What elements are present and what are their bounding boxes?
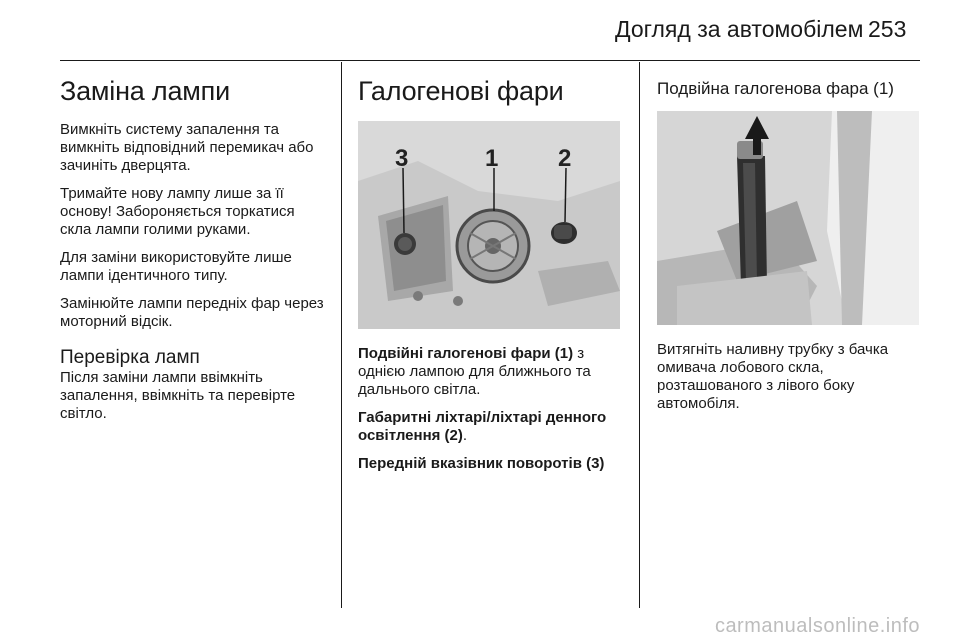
item-low-high-beam [358, 345, 628, 399]
figure-label-1: 1 [485, 145, 499, 172]
item-low-high-beam-label: Подвійні галогенові фари (1) [358, 345, 574, 362]
watermark: carmanualsonline.info [714, 615, 920, 637]
paragraph-bulb-check: Після заміни лампи ввімкніть запалення, ввімкніть та перевірте світло. [60, 369, 296, 422]
column-divider-2 [639, 62, 640, 608]
page-number: 253 [868, 16, 907, 42]
washer-filler-instruction: Витягніть наливну трубку з бачка омивача лобового скла, розташованого з лівого боку автомобіля. [657, 341, 889, 412]
column-bulb-replacement [60, 62, 330, 433]
washer-filler-figure [657, 111, 919, 325]
section-heading-bulb-replacement: Заміна лампи [60, 76, 230, 106]
subheading-bulb-check: Перевірка ламп [60, 347, 200, 368]
item-parking-drl-text: . [462, 427, 468, 444]
paragraph-1: Вимкніть систему запалення та вимкніть відповідний перемикач або зачиніть дверцята. [60, 121, 314, 174]
section-heading-dual-halogen: Подвійна галогенова фара (1) [657, 79, 894, 98]
item-turn-signal [358, 455, 628, 473]
column-dual-halogen [657, 62, 922, 423]
paragraph-2: Тримайте нову лампу лише за її основу! Забороняється торкатися скла лампи голими руками. [60, 185, 295, 238]
headlight-assembly-figure [358, 121, 620, 329]
column-halogen-headlights [358, 62, 628, 483]
item-turn-signal-label: Передній вказівник поворотів (3) [358, 455, 605, 472]
figure-label-3: 3 [395, 145, 409, 172]
column-divider-1 [341, 62, 342, 608]
paragraph-4: Замінюйте лампи передніх фар через моторний відсік. [60, 295, 324, 330]
item-parking-drl [358, 409, 628, 445]
item-parking-drl-label: Габаритні ліхтарі/ліхтарі денного освітлення (2) [358, 409, 607, 444]
item-low-high-beam-text: з однією лампою для ближнього та дальнього світла. [358, 345, 591, 398]
figure-label-2: 2 [558, 145, 572, 172]
page-header-title: Догляд за автомобілем [615, 16, 864, 42]
header-rule [60, 60, 920, 61]
paragraph-3: Для заміни використовуйте лише лампи ідентичного типу. [60, 249, 292, 284]
section-heading-halogen-headlights: Галогенові фари [358, 76, 564, 106]
